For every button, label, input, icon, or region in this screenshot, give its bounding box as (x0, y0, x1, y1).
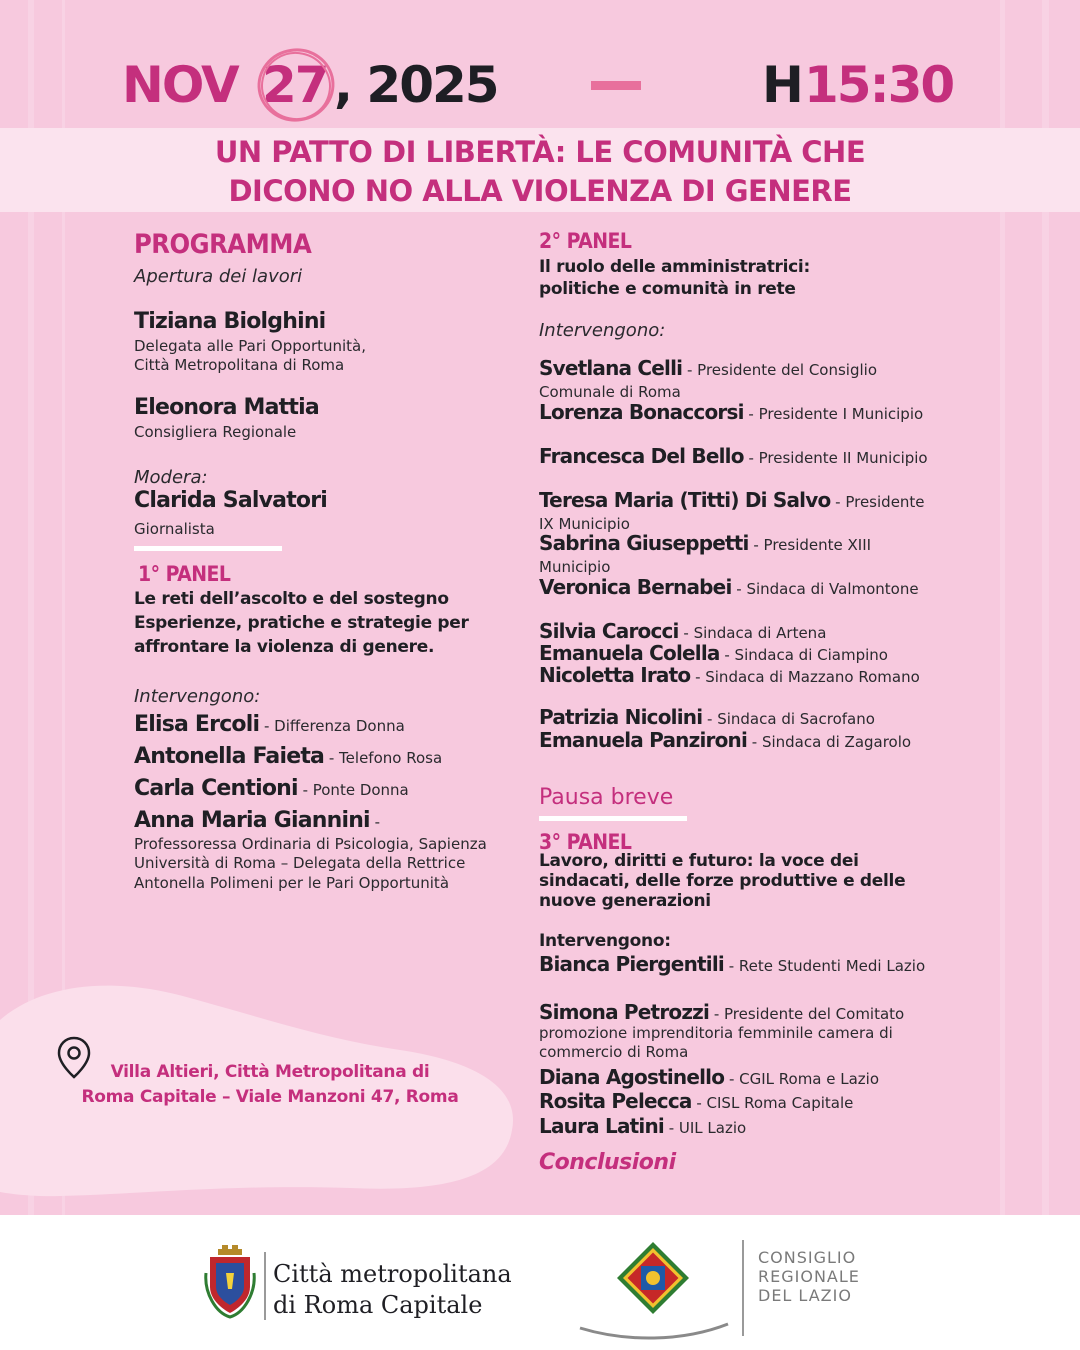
location-address (60, 1060, 480, 1110)
speaker-affiliation: - Sindaca di Valmontone (731, 580, 919, 598)
speaker-entry (539, 664, 939, 688)
section-divider (539, 816, 687, 821)
moderator-role: Giornalista (134, 520, 215, 538)
speaker-entry (539, 357, 939, 403)
lazio-logo-arc (576, 1318, 732, 1340)
speaker-entry (134, 776, 409, 801)
speaker-affiliation: - UIL Lazio (663, 1119, 747, 1137)
speaker-name: Francesca Del Bello (539, 444, 744, 468)
speaker-affiliation: - Presidente I Municipio (743, 405, 924, 423)
speaker-affiliation: - Presidente XIII Municipio (539, 536, 872, 576)
speaker-name: Emanuela Panzironi (539, 728, 748, 752)
cr-logo-text: DEL LAZIO (758, 1286, 852, 1305)
date-day: 27 (262, 56, 328, 114)
speaker-name: Teresa Maria (Titti) Di Salvo (539, 488, 831, 512)
speaker-affiliation: - CISL Roma Capitale (691, 1094, 854, 1112)
intervengono-label: Intervengono: (134, 686, 261, 707)
speaker-affiliation: - CGIL Roma e Lazio (724, 1070, 880, 1088)
panel2-desc-line: Il ruolo delle amministratrici: (539, 257, 810, 277)
hand-drawn-circle-icon (254, 45, 338, 125)
logo-divider (264, 1252, 266, 1320)
conclusioni-label: Conclusioni (539, 1150, 676, 1175)
speaker-entry (539, 401, 939, 425)
intervengono-label: Intervengono: (539, 931, 671, 951)
speaker-affiliation: - Sindaca di Sacrofano (702, 710, 875, 728)
roma-capitale-crest-icon (202, 1243, 258, 1321)
event-title-line1: UN PATTO DI LIBERTÀ: LE COMUNITÀ CHE (214, 135, 866, 169)
event-title-line2: DICONO NO ALLA VIOLENZA DI GENERE (228, 174, 852, 208)
speaker-name: Elisa Ercoli (134, 712, 260, 737)
speaker-name: Emanuela Colella (539, 641, 720, 665)
speaker-name: Bianca Piergentili (539, 952, 724, 976)
panel2-desc-line: politiche e comunità in rete (539, 279, 796, 299)
date-month: NOV (122, 56, 238, 114)
speaker-affiliation: - Sindaca di Artena (678, 624, 827, 642)
panel1-heading: 1° PANEL (138, 562, 231, 586)
speaker-entry (539, 729, 939, 753)
speaker-affiliation: - (369, 813, 380, 831)
speaker-entry (539, 1000, 929, 1062)
speaker-entry (134, 712, 405, 737)
panel3-desc-line: sindacati, delle forze produttive e delle (539, 871, 906, 891)
speaker-entry (539, 953, 939, 977)
apertura-label: Apertura dei lavori (134, 266, 303, 287)
speaker-name: Svetlana Celli (539, 356, 683, 380)
panel3-desc-line: nuove generazioni (539, 891, 711, 911)
speaker-name: Carla Centioni (134, 776, 298, 801)
date-year: , 2025 (334, 56, 498, 114)
speaker-affiliation: - Sindaca di Mazzano Romano (690, 668, 920, 686)
speaker-role: Antonella Polimeni per le Pari Opportunità (134, 874, 450, 892)
speaker-role: Università di Roma – Delegata della Rettrice (134, 854, 466, 872)
speaker-affiliation: - Telefono Rosa (324, 749, 443, 767)
footer-logos (0, 1215, 1080, 1350)
speaker-role: Professoressa Ordinaria di Psicologia, Sapienza (134, 835, 487, 853)
cm-logo-text: di Roma Capitale (273, 1291, 483, 1319)
cr-logo-text: CONSIGLIO (758, 1248, 857, 1267)
panel1-desc-line: Esperienze, pratiche e strategie per (134, 613, 469, 633)
moderator-name: Clarida Salvatori (134, 488, 328, 513)
panel1-desc-line: Le reti dell’ascolto e del sostegno (134, 589, 449, 609)
speaker-affiliation: - Sindaca di Zagarolo (747, 733, 912, 751)
lazio-emblem-icon (615, 1240, 691, 1316)
panel1-desc-line: affrontare la violenza di genere. (134, 637, 435, 657)
speaker-name: Lorenza Bonaccorsi (539, 400, 744, 424)
speaker-entry (539, 1090, 939, 1114)
speaker-affiliation: - Differenza Donna (259, 717, 405, 735)
programma-heading: PROGRAMMA (134, 229, 312, 260)
speaker-affiliation: - Presidente del Comitato promozione imprenditoria femminile camera di commercio di Roma (539, 1005, 905, 1061)
time-value: 15:30 (804, 56, 954, 114)
speaker-name: Patrizia Nicolini (539, 705, 703, 729)
panel2-heading: 2° PANEL (539, 229, 632, 253)
logo-divider (742, 1240, 744, 1336)
speaker-name: Eleonora Mattia (134, 395, 319, 420)
speaker-entry (134, 744, 442, 769)
panel3-desc-line: Lavoro, diritti e futuro: la voce dei (539, 851, 859, 871)
panel3-heading: 3° PANEL (539, 830, 632, 854)
modera-label: Modera: (134, 467, 208, 488)
speaker-name: Tiziana Biolghini (134, 309, 326, 334)
intervengono-label: Intervengono: (539, 320, 666, 341)
cr-logo-text: REGIONALE (758, 1267, 860, 1286)
speaker-entry (539, 489, 939, 535)
address-line: Roma Capitale – Viale Manzoni 47, Roma (81, 1087, 459, 1107)
speaker-name: Veronica Bernabei (539, 575, 732, 599)
speaker-role: Consigliera Regionale (134, 423, 297, 441)
speaker-affiliation: - Ponte Donna (297, 781, 409, 799)
speaker-entry (539, 576, 939, 600)
speaker-name: Nicoletta Irato (539, 663, 691, 687)
speaker-affiliation: - Presidente del Consiglio Comunale di Roma (539, 361, 878, 401)
speaker-entry (539, 1066, 939, 1090)
date-time-header (0, 55, 1080, 117)
speaker-affiliation: - Rete Studenti Medi Lazio (723, 957, 926, 975)
speaker-name: Silvia Carocci (539, 619, 679, 643)
speaker-name: Antonella Faieta (134, 744, 325, 769)
speaker-entry (539, 532, 939, 578)
section-divider (134, 546, 282, 551)
speaker-entry (539, 1115, 939, 1139)
speaker-name: Anna Maria Giannini (134, 808, 370, 833)
time-prefix: H (762, 56, 802, 114)
address-line: Villa Altieri, Città Metropolitana di (110, 1062, 430, 1082)
speaker-name: Simona Petrozzi (539, 1000, 710, 1024)
speaker-name: Sabrina Giuseppetti (539, 531, 749, 555)
speaker-role: Delegata alle Pari Opportunità, (134, 337, 367, 355)
speaker-entry (539, 445, 939, 469)
cm-logo-text: Città metropolitana (273, 1260, 512, 1288)
speaker-role: Città Metropolitana di Roma (134, 356, 345, 374)
header-dash (591, 81, 641, 90)
speaker-affiliation: - Presidente II Municipio (743, 449, 928, 467)
speaker-name: Rosita Pelecca (539, 1089, 692, 1113)
pausa-label: Pausa breve (539, 785, 674, 810)
speaker-entry (134, 808, 380, 833)
speaker-name: Laura Latini (539, 1114, 664, 1138)
speaker-affiliation: - Presidente IX Municipio (539, 493, 925, 533)
speaker-name: Diana Agostinello (539, 1065, 725, 1089)
speaker-affiliation: - Sindaca di Ciampino (719, 646, 888, 664)
speaker-entry (539, 706, 939, 730)
